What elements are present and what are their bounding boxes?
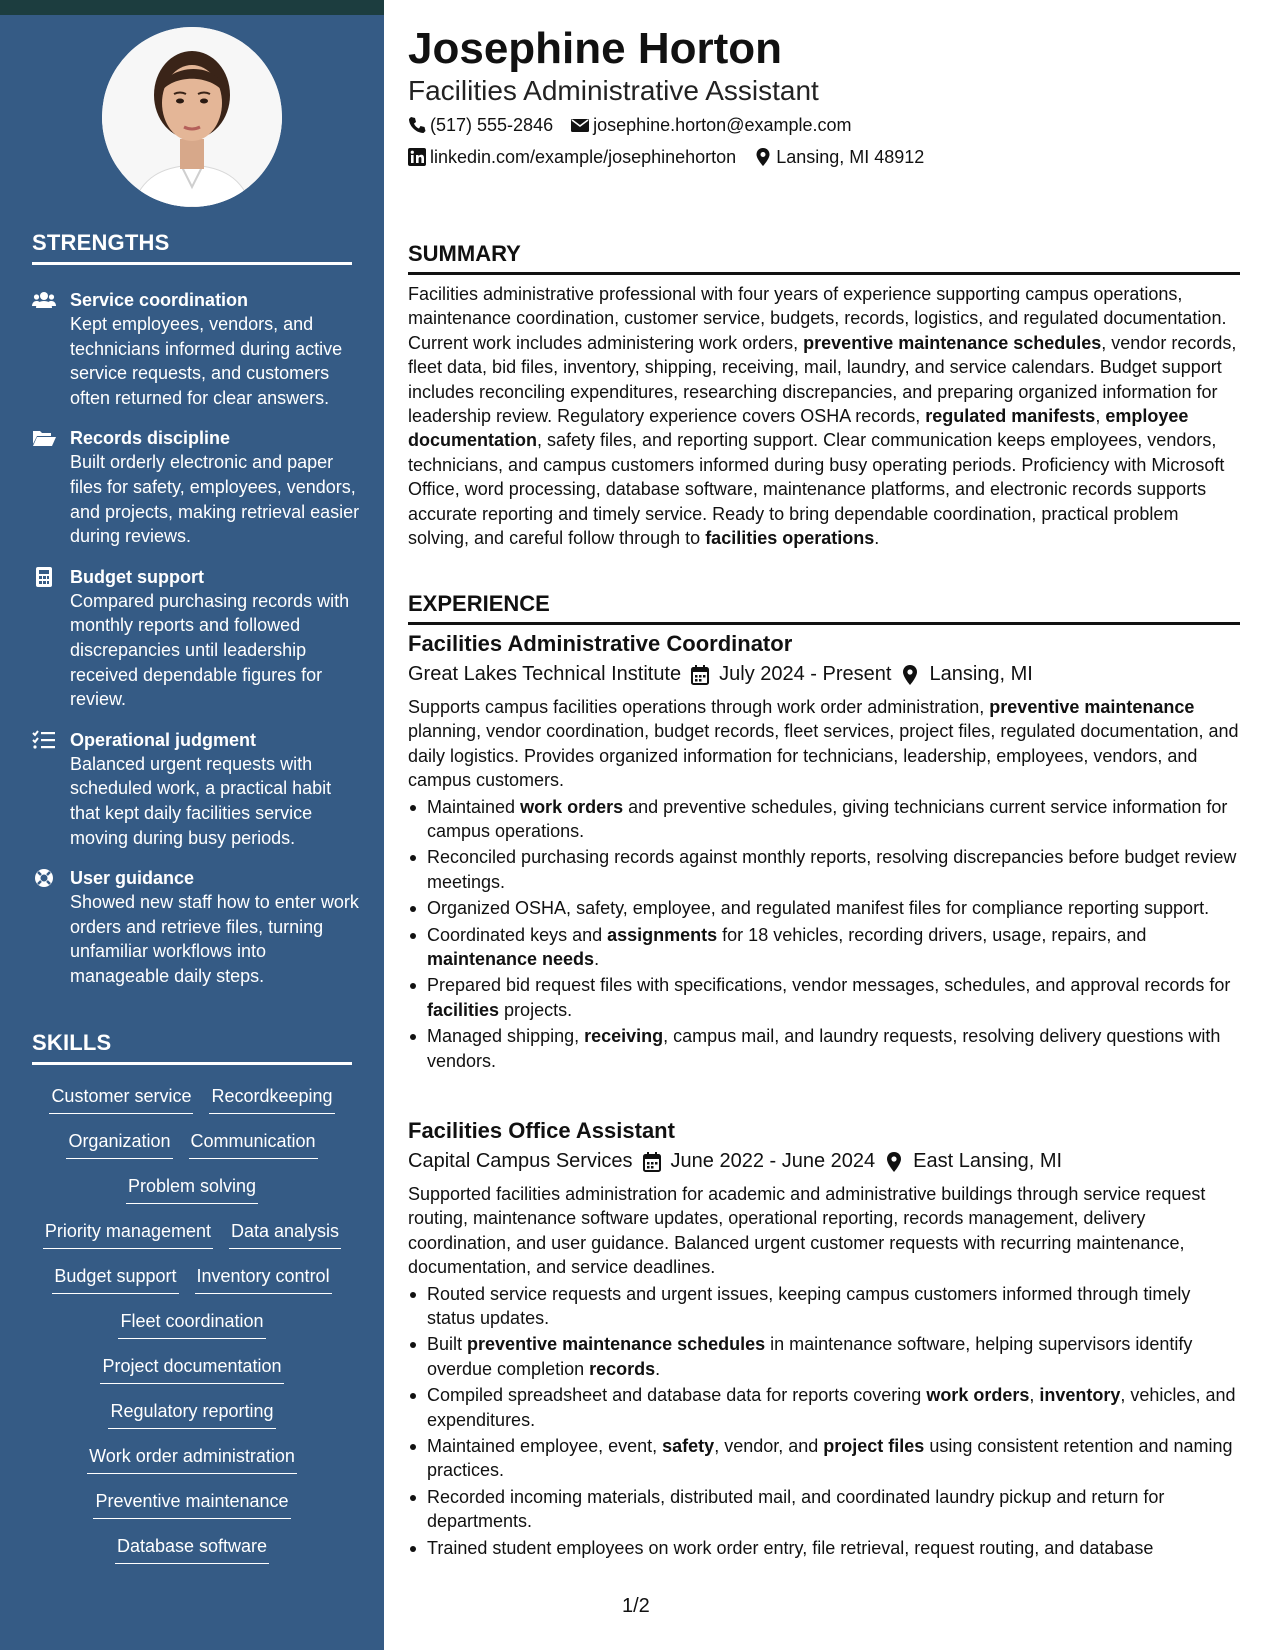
job-bullet: [408, 1536, 1240, 1560]
skill-tag: Data analysis: [229, 1219, 341, 1249]
job-dates: July 2024 - Present: [719, 663, 892, 685]
job-bullet: [408, 1282, 1240, 1331]
text-segment: Supported facilities administration for academic and administrative buildings through service request routing, maintenance software updates, operational reporting, records management, delivery coordination, and user guidance. Balanced urgent customer requests with recurring maintenance, documentation, and service deadlines.: [408, 1184, 1206, 1278]
text-segment: using consistent retention and naming practices.: [427, 1436, 1233, 1481]
text-segment: , vendor, and: [714, 1436, 824, 1457]
text-segment: Built: [427, 1334, 468, 1355]
skill-tag: Database software: [115, 1534, 269, 1564]
strengths-list: [32, 288, 362, 1004]
summary-text: [408, 282, 1240, 550]
bold-text: records: [589, 1358, 656, 1379]
skill-tag: Preventive maintenance: [93, 1489, 290, 1519]
calendar-icon: [691, 664, 709, 684]
bold-text: preventive maintenance: [989, 697, 1195, 717]
skill-tag: Project documentation: [100, 1354, 283, 1384]
phone-icon: [408, 116, 426, 134]
job-bullet: [408, 1383, 1240, 1432]
job-entry: [408, 1116, 1240, 1562]
bold-text: employee documentation: [408, 406, 1189, 451]
map-pin-icon: [754, 148, 772, 166]
bold-text: facilities operations: [705, 528, 875, 549]
job-bullets: [408, 795, 1240, 1073]
text-segment: ,: [1029, 1385, 1040, 1406]
strength-item: [32, 565, 362, 712]
skill-row: [32, 1489, 352, 1534]
linkedin-text: linkedin.com/example/josephinehorton: [430, 147, 737, 167]
job-bullet: [408, 923, 1240, 972]
strength-item: [32, 728, 362, 850]
calculator-icon: [32, 567, 56, 587]
job-company: Great Lakes Technical Institute: [408, 663, 682, 685]
bold-text: facilities: [427, 999, 500, 1020]
phone-text: (517) 555-2846: [430, 115, 554, 135]
users-icon: [32, 290, 56, 310]
text-segment: Compiled spreadsheet and database data for reports covering: [427, 1385, 927, 1406]
bold-text: maintenance needs: [427, 949, 595, 970]
bold-text: preventive maintenance schedules: [467, 1334, 766, 1355]
job-bullet: [408, 795, 1240, 844]
job-bullet: [408, 896, 1240, 920]
text-segment: Facilities administrative professional with four years of experience supporting campus operations, maintenance coordination, customer service, budgets, records, logistics, and regulated documentation. Current work includes administering work orders,: [408, 284, 1227, 353]
lifebuoy-icon: [32, 868, 56, 888]
job-location: Lansing, MI: [929, 663, 1033, 685]
bold-text: project files: [823, 1436, 925, 1457]
candidate-name: Josephine Horton: [408, 24, 783, 73]
bold-text: preventive maintenance schedules: [803, 332, 1102, 353]
text-segment: .: [655, 1358, 661, 1379]
text-segment: Maintained employee, event,: [427, 1436, 663, 1457]
strength-item: [32, 426, 362, 548]
strength-desc: Showed new staff how to enter work orders and retrieve files, turning unfamiliar workflows into manageable daily steps.: [70, 892, 359, 986]
bold-text: work orders: [520, 796, 624, 817]
text-segment: Routed service requests and urgent issues, keeping campus customers informed through timely status updates.: [427, 1283, 1191, 1329]
bold-text: regulated manifests: [925, 406, 1096, 427]
strength-desc: Balanced urgent requests with scheduled work, a practical habit that kept daily facilities service moving during busy periods.: [70, 753, 332, 848]
job-bullet: [408, 1332, 1240, 1381]
text-segment: for 18 vehicles, recording drivers, usage, repairs, and: [717, 924, 1147, 945]
bold-text: receiving: [584, 1026, 664, 1047]
job-bullet: [408, 973, 1240, 1022]
strength-desc: Built orderly electronic and paper files for safety, employees, vendors, and projects, making retrieval easier during reviews.: [70, 452, 360, 547]
bold-text: safety: [662, 1436, 715, 1457]
text-segment: .: [874, 528, 880, 549]
skill-row: [32, 1219, 352, 1264]
text-segment: in maintenance software, helping supervisors identify overdue completion: [427, 1334, 1193, 1379]
contact-row: [408, 113, 852, 137]
text-segment: Supports campus facilities operations through work order administration,: [408, 697, 990, 717]
map-pin-icon: [885, 1151, 903, 1171]
skill-row: [32, 1174, 352, 1219]
job-title: Facilities Administrative Coordinator: [408, 631, 793, 656]
text-segment: Trained student employees on work order entry, file retrieval, request routing, and database: [427, 1537, 1154, 1558]
bold-text: assignments: [607, 924, 718, 945]
text-segment: Prepared bid request files with specifications, vendor messages, schedules, and approval records for: [427, 975, 1231, 996]
skill-row: [32, 1264, 352, 1309]
skills-heading: SKILLS: [32, 1030, 352, 1065]
job-title: Facilities Office Assistant: [408, 1118, 675, 1143]
text-segment: Managed shipping,: [427, 1026, 585, 1047]
strength-title: Budget support: [70, 566, 204, 587]
text-segment: , safety files, and reporting support. Clear communication keeps employees, vendors, technicians, and campus customers informed during busy operating periods. Proficiency with Microsoft Office, word processing, database software, maintenance platforms, and electronic records supports accurate reporting and timely service. Ready to bring dependable coordination, practical problem solving, and careful follow through to: [408, 430, 1225, 549]
text-segment: Organized OSHA, safety, employee, and regulated manifest files for compliance reporting support.: [427, 898, 1210, 919]
text-segment: , vendor records, fleet data, bid files, inventory, shipping, receiving, mail, laundry, and service calendars. Budget support includes reconciling expenditures, researching discrepancies, and preparing organized information for leadership review. Regulatory experience covers OSHA records,: [408, 332, 1237, 427]
job-meta: [408, 1146, 1240, 1176]
bold-text: work orders: [926, 1385, 1030, 1406]
calendar-icon: [643, 1151, 661, 1171]
page-number: 1/2: [622, 1595, 650, 1617]
job-description: [408, 695, 1240, 793]
job-description: [408, 1182, 1240, 1280]
skill-tag: Budget support: [52, 1264, 178, 1294]
text-segment: and preventive schedules, giving technicians current service information for campus operations.: [427, 796, 1228, 842]
job-bullets: [408, 1282, 1240, 1560]
summary-heading: SUMMARY: [408, 240, 1240, 275]
text-segment: Maintained: [427, 796, 521, 817]
job-entry: [408, 629, 1240, 1075]
job-company: Capital Campus Services: [408, 1150, 633, 1172]
job-bullet: [408, 1024, 1240, 1073]
strength-title: Service coordination: [70, 290, 249, 310]
linkedin-contact[interactable]: [408, 145, 736, 169]
text-segment: , vehicles, and expenditures.: [427, 1385, 1236, 1430]
skill-tag: Work order administration: [87, 1444, 297, 1474]
strengths-heading: STRENGTHS: [32, 230, 352, 265]
skill-tag: Organization: [66, 1129, 172, 1159]
skills-list: [32, 1084, 352, 1579]
experience-heading: EXPERIENCE: [408, 590, 1240, 625]
skill-tag: Communication: [189, 1129, 318, 1159]
text-segment: planning, vendor coordination, budget records, fleet services, project files, regulated documentation, and daily logistics. Provides organized information for technicians, leadership, employees, vendors, and campus customers.: [408, 721, 1239, 791]
avatar: [102, 27, 282, 207]
map-pin-icon: [901, 664, 919, 684]
strength-desc: Kept employees, vendors, and technicians informed during active service requests, and customers often returned for clear answers.: [70, 314, 343, 408]
strength-title: User guidance: [70, 868, 195, 889]
candidate-role: Facilities Administrative Assistant: [408, 75, 819, 106]
location-text: Lansing, MI 48912: [776, 147, 925, 167]
job-location: East Lansing, MI: [913, 1150, 1063, 1172]
text-segment: Reconciled purchasing records against monthly reports, resolving discrepancies before budget review meetings.: [427, 847, 1237, 892]
sidebar: [0, 0, 384, 1650]
skill-tag: Customer service: [49, 1084, 193, 1114]
skill-row: [32, 1309, 352, 1354]
job-dates: June 2022 - June 2024: [670, 1150, 876, 1172]
skill-row: [32, 1084, 352, 1129]
skill-row: [32, 1354, 352, 1399]
job-meta: [408, 659, 1240, 689]
sidebar-top-band: [0, 0, 384, 15]
bold-text: inventory: [1039, 1385, 1121, 1406]
envelope-icon: [571, 116, 589, 134]
job-bullet: [408, 845, 1240, 894]
strength-item: [32, 288, 362, 410]
email-contact[interactable]: [571, 113, 851, 137]
strength-title: Operational judgment: [70, 729, 257, 750]
skill-tag: Regulatory reporting: [108, 1399, 275, 1429]
job-bullet: [408, 1485, 1240, 1534]
skill-row: [32, 1444, 352, 1489]
text-segment: projects.: [499, 999, 573, 1020]
text-segment: Recorded incoming materials, distributed mail, and coordinated laundry pickup and return for departments.: [427, 1486, 1165, 1532]
skill-tag: Priority management: [43, 1219, 213, 1249]
text-segment: , campus mail, and laundry requests, resolving delivery questions with vendors.: [427, 1026, 1221, 1071]
checklist-icon: [32, 730, 56, 750]
skill-row: [32, 1399, 352, 1444]
skill-tag: Recordkeeping: [209, 1084, 334, 1114]
contact-row-2: [408, 145, 924, 169]
skill-tag: Problem solving: [126, 1174, 258, 1204]
folder-open-icon: [32, 428, 56, 448]
skill-row: [32, 1534, 352, 1579]
strength-desc: Compared purchasing records with monthly reports and followed discrepancies until leadership received dependable figures for review.: [70, 590, 350, 710]
phone-contact[interactable]: [408, 113, 553, 137]
strength-item: [32, 866, 362, 988]
text-segment: Coordinated keys and: [427, 924, 608, 945]
linkedin-icon: [408, 148, 426, 166]
strength-title: Records discipline: [70, 428, 231, 449]
skill-tag: Inventory control: [195, 1264, 332, 1294]
text-segment: ,: [1095, 406, 1106, 427]
email-text: josephine.horton@example.com: [593, 115, 852, 135]
skill-tag: Fleet coordination: [118, 1309, 265, 1339]
location-contact: [754, 145, 924, 169]
job-bullet: [408, 1434, 1240, 1483]
skill-row: [32, 1129, 352, 1174]
text-segment: .: [594, 949, 600, 970]
